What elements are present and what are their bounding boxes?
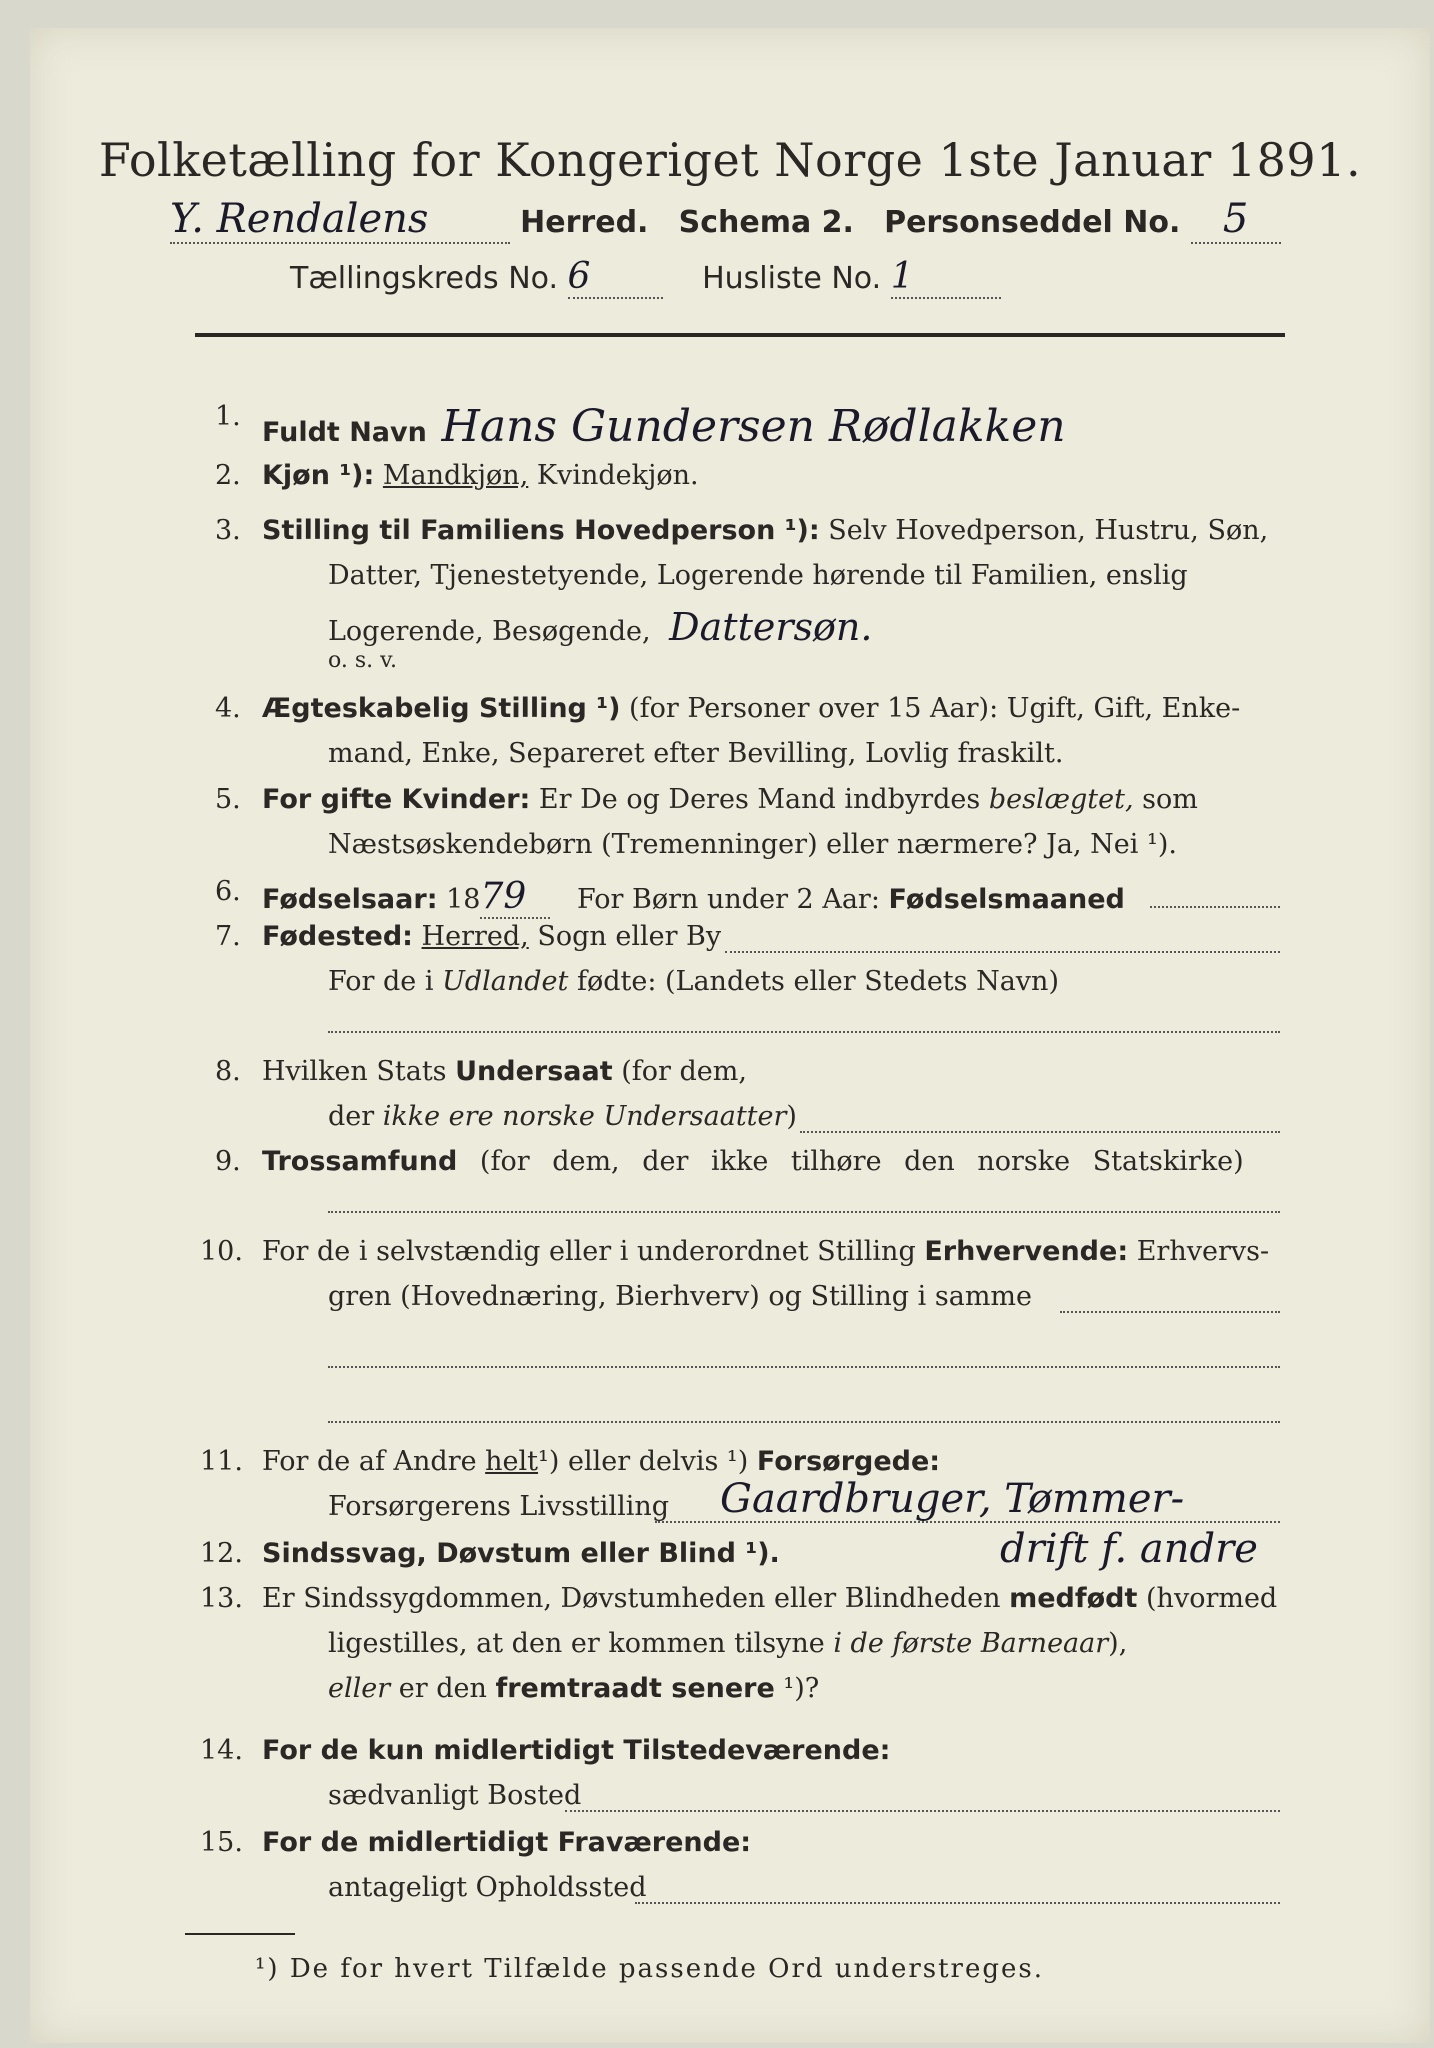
item-8-prefix: Hvilken Stats bbox=[262, 1056, 447, 1087]
item-10-number: 10. bbox=[200, 1236, 243, 1267]
item-13-close: ), bbox=[1108, 1628, 1128, 1659]
item-8-line-1 bbox=[262, 1056, 747, 1087]
herred-value: Y. Rendalens bbox=[170, 196, 510, 244]
husliste-value: 1 bbox=[891, 256, 1001, 299]
location-line bbox=[635, 1902, 1280, 1904]
item-8-der: der bbox=[328, 1101, 375, 1132]
husliste-label: Husliste No. bbox=[702, 261, 882, 296]
item-14-number: 14. bbox=[200, 1735, 243, 1766]
gender-female-option: Kvindekjøn. bbox=[536, 460, 699, 491]
item-11-number: 11. bbox=[200, 1446, 243, 1477]
item-8-label: Undersaat bbox=[455, 1056, 613, 1087]
item-6-birth-month-label: Fødselsmaaned bbox=[888, 884, 1125, 915]
item-2-number: 2. bbox=[215, 460, 241, 491]
footnote: ¹) De for hvert Tilfælde passende Ord understreges. bbox=[255, 1954, 1045, 1984]
item-11-prefix: For de af Andre bbox=[262, 1446, 477, 1477]
item-3-line-3 bbox=[328, 605, 872, 649]
item-11-line-2 bbox=[328, 1491, 669, 1522]
item-3-options-1: Selv Hovedperson, Hustru, Søn, bbox=[828, 515, 1269, 546]
item-13-line-2 bbox=[328, 1628, 1127, 1659]
item-5-related: beslægtet, bbox=[988, 784, 1134, 815]
citizenship-line bbox=[800, 1131, 1280, 1133]
item-5-som: som bbox=[1142, 784, 1198, 815]
item-5-options: Næstsøskendebørn (Tremenninger) eller nærmere? Ja, Nei ¹). bbox=[328, 829, 1177, 860]
item-4-line-1 bbox=[262, 693, 1240, 724]
item-11-line-1 bbox=[262, 1446, 940, 1477]
item-9-label: Trossamfund bbox=[262, 1146, 458, 1177]
item-3-options-2: Datter, Tjenestetyende, Logerende hørende til Familien, enslig bbox=[328, 560, 1188, 591]
item-15-number: 15. bbox=[200, 1827, 243, 1858]
occupation-line-2 bbox=[328, 1366, 1280, 1368]
item-9-text: (for dem, der ikke tilhøre den norske Statskirke) bbox=[479, 1146, 1244, 1177]
item-15-location-label: antageligt Opholdssted bbox=[328, 1872, 647, 1903]
item-7-abroad-prefix: For de i bbox=[328, 966, 434, 997]
herred-row bbox=[170, 196, 1281, 244]
birthplace-line bbox=[725, 951, 1280, 953]
personseddel-label: Personseddel No. bbox=[884, 205, 1181, 240]
provider-value-2: drift f. andre bbox=[1000, 1526, 1258, 1572]
item-6-label: Fødselsaar: bbox=[262, 884, 438, 915]
item-3-line-1 bbox=[262, 515, 1268, 546]
item-5-label: For gifte Kvinder: bbox=[262, 784, 531, 815]
item-11-delvis: ¹) eller delvis ¹) bbox=[538, 1446, 749, 1477]
item-15-label: For de midlertidigt Fraværende: bbox=[262, 1827, 752, 1858]
item-13-text-2: ligestilles, at den er kommen tilsyne bbox=[328, 1628, 825, 1659]
item-13-line-1 bbox=[262, 1583, 1277, 1614]
item-7-label: Fødested: bbox=[262, 921, 413, 952]
item-12-label: Sindssvag, Døvstum eller Blind ¹). bbox=[262, 1538, 780, 1569]
religion-line bbox=[328, 1211, 1280, 1213]
item-5-number: 5. bbox=[215, 784, 241, 815]
item-10-text: For de i selvstændig eller i underordnet Stilling bbox=[262, 1236, 916, 1267]
item-13-number: 13. bbox=[200, 1583, 243, 1614]
item-3-label: Stilling til Familiens Hovedperson ¹): bbox=[262, 515, 820, 546]
item-8-number: 8. bbox=[215, 1056, 241, 1087]
schema-label: Schema 2. bbox=[678, 205, 854, 240]
birth-year-prefix: 18 bbox=[446, 884, 481, 915]
item-13-childhood: i de første Barneaar bbox=[833, 1628, 1109, 1659]
item-13-er-den: er den bbox=[398, 1673, 487, 1704]
item-13-later: fremtraadt senere bbox=[495, 1673, 775, 1704]
item-6-children-label: For Børn under 2 Aar: bbox=[577, 884, 880, 915]
item-5-question: Er De og Deres Mand indbyrdes bbox=[538, 784, 981, 815]
item-13-suffix: (hvormed bbox=[1146, 1583, 1278, 1614]
family-position-value: Dattersøn. bbox=[669, 605, 873, 649]
item-9-number: 9. bbox=[215, 1146, 241, 1177]
item-9-row bbox=[262, 1146, 1244, 1177]
item-6-number: 6. bbox=[215, 876, 241, 907]
birth-month-line bbox=[1150, 906, 1280, 908]
item-4-label: Ægteskabelig Stilling ¹) bbox=[262, 693, 621, 724]
census-form-sheet bbox=[30, 28, 1430, 2043]
form-title: Folketælling for Kongeriget Norge 1ste Januar 1891. bbox=[98, 133, 1362, 187]
item-13-line-3 bbox=[328, 1673, 819, 1704]
item-14-label: For de kun midlertidigt Tilstedeværende: bbox=[262, 1735, 891, 1766]
item-13-end: ¹)? bbox=[783, 1673, 820, 1704]
item-2-row bbox=[262, 460, 699, 491]
item-2-label: Kjøn ¹): bbox=[262, 460, 375, 491]
item-3-options-4: o. s. v. bbox=[328, 648, 397, 673]
item-11-label: Forsørgede: bbox=[756, 1446, 941, 1477]
item-11-helt: helt bbox=[485, 1446, 539, 1477]
item-10-line-2: gren (Hovednæring, Bierhverv) og Stilling i samme bbox=[328, 1281, 1033, 1312]
item-4-number: 4. bbox=[215, 693, 241, 724]
item-7-abroad-suffix: fødte: (Landets eller Stedets Navn) bbox=[576, 966, 1059, 997]
header-rule bbox=[195, 333, 1285, 337]
item-7-line-2 bbox=[328, 966, 1059, 997]
item-10-line-1 bbox=[262, 1236, 1269, 1267]
kreds-value: 6 bbox=[568, 256, 663, 299]
birth-year-value: 79 bbox=[480, 876, 550, 919]
birthplace-herred-option: Herred, bbox=[421, 921, 529, 952]
item-7-abroad: Udlandet bbox=[442, 966, 569, 997]
occupation-line-3 bbox=[328, 1421, 1280, 1423]
item-7-line-1 bbox=[262, 921, 721, 952]
item-13-eller: eller bbox=[328, 1673, 391, 1704]
item-1-number: 1. bbox=[215, 401, 241, 432]
kreds-label: Tællingskreds No. bbox=[290, 261, 558, 296]
gender-male-option: Mandkjøn, bbox=[382, 460, 529, 491]
item-5-line-1 bbox=[262, 784, 1198, 815]
full-name-value: Hans Gundersen Rødlakken bbox=[441, 401, 1066, 452]
item-7-number: 7. bbox=[215, 921, 241, 952]
item-4-options-2: mand, Enke, Separeret efter Bevilling, Lovlig fraskilt. bbox=[328, 738, 1064, 769]
item-13-congenital: medfødt bbox=[1009, 1583, 1138, 1614]
kreds-row bbox=[290, 256, 1001, 299]
item-6-row bbox=[262, 876, 1125, 919]
item-14-residence-label: sædvanligt Bosted bbox=[328, 1780, 582, 1811]
item-10-label: Erhvervende: bbox=[924, 1236, 1129, 1267]
item-7-options: Sogn eller By bbox=[537, 921, 722, 952]
provider-value-1: Gaardbruger, Tømmer- bbox=[720, 1476, 1185, 1522]
herred-label: Herred. bbox=[520, 205, 649, 240]
item-3-number: 3. bbox=[215, 515, 241, 546]
item-13-text: Er Sindssygdommen, Døvstumheden eller Blindheden bbox=[262, 1583, 1001, 1614]
item-11-provider-label: Forsørgerens Livsstilling bbox=[328, 1491, 670, 1522]
item-3-options-3: Logerende, Besøgende, bbox=[328, 616, 651, 647]
item-1-label: Fuldt Navn bbox=[262, 417, 427, 448]
footnote-rule bbox=[185, 1933, 295, 1935]
item-4-options-1: (for Personer over 15 Aar): Ugift, Gift, Enke- bbox=[629, 693, 1241, 724]
item-8-line-2: der ikke ere norske Undersaatter) bbox=[328, 1101, 797, 1132]
item-12-number: 12. bbox=[200, 1538, 243, 1569]
item-1-row bbox=[262, 401, 1066, 452]
item-10-suffix: Erhvervs- bbox=[1136, 1236, 1270, 1267]
residence-line bbox=[565, 1810, 1280, 1812]
item-8-foreign: ikke ere norske Undersaatter bbox=[382, 1101, 787, 1132]
personseddel-value: 5 bbox=[1191, 196, 1281, 244]
item-7-blank-line bbox=[328, 1031, 1280, 1033]
item-8-suffix: (for dem, bbox=[621, 1056, 747, 1087]
occupation-line-1 bbox=[1060, 1311, 1280, 1313]
